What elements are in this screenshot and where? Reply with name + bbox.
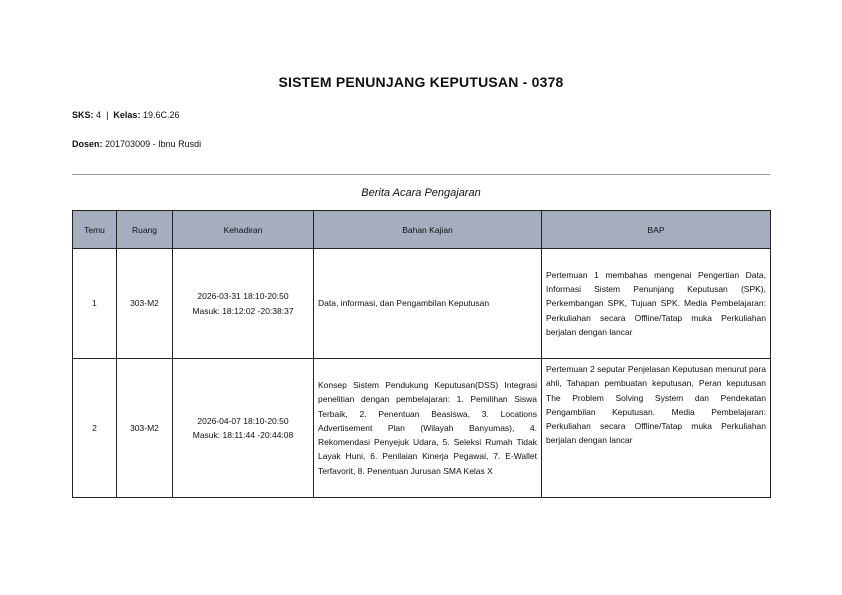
cell-kehadiran bbox=[173, 359, 314, 498]
sks-label: SKS: bbox=[72, 110, 94, 120]
course-info bbox=[72, 110, 179, 120]
bap-table bbox=[72, 210, 771, 498]
separator: | bbox=[103, 110, 111, 120]
column-header-bap: BAP bbox=[542, 211, 771, 249]
sks-value: 4 bbox=[96, 110, 102, 120]
schedule-time: 2026-04-07 18:10-20:50 bbox=[197, 415, 289, 426]
cell-bahan-kajian: Konsep Sistem Pendukung Keputusan(DSS) Integrasi penelitian dengan pembelajaran: 1. Pemilihan Siswa Terbaik, 2. Penentuan Beasiswa, 3. Locations Advertisement Plan (Wilayah Banyumas), 4. Rekomendasi Penyejuk Udara, 5. Seleksi Rumah Tidak Layak Huni, 6. Penilaian Kinerja Pegawai, 7. E-Wallet Terfavorit, 8. Penentuan Jurusan SMA Kelas X bbox=[314, 359, 542, 498]
column-header-ruang: Ruang bbox=[117, 211, 173, 249]
cell-ruang: 303-M2 bbox=[117, 249, 173, 359]
section-title: Berita Acara Pengajaran bbox=[361, 187, 481, 199]
cell-temu: 2 bbox=[73, 359, 117, 498]
table-row bbox=[73, 359, 771, 498]
column-header-kehadiran: Kehadiran bbox=[173, 211, 314, 249]
schedule-time: 2026-03-31 18:10-20:50 bbox=[197, 291, 289, 302]
table-header-row bbox=[73, 211, 771, 249]
divider bbox=[72, 174, 770, 175]
cell-temu: 1 bbox=[73, 249, 117, 359]
cell-bap: Pertemuan 1 membahas mengenai Pengertian Data, Informasi Sistem Penunjang Keputusan (SPK), Perkembangan SPK, Tujuan SPK. Media Pembelajaran: Perkuliahan secara Offline/Tatap muka Perkuliahan berjalan dengan lancar bbox=[542, 249, 771, 359]
lecturer-info bbox=[72, 139, 201, 149]
kelas-label: Kelas: bbox=[113, 110, 141, 120]
column-header-bahan-kajian: Bahan Kajian bbox=[314, 211, 542, 249]
cell-bahan-kajian: Data, informasi, dan Pengambilan Keputusan bbox=[314, 249, 542, 359]
cell-kehadiran bbox=[173, 249, 314, 359]
dosen-label: Dosen: bbox=[72, 139, 103, 149]
cell-bap: Pertemuan 2 seputar Penjelasan Keputusan menurut para ahli, Tahapan pembuatan keputusan, Peran keputusan The Problem Solving System dan Pendekatan Pengambilan Keputusan. Media Pembelajaran: Perkuliahan secara Offline/Tatap muka Perkuliahan berjalan dengan lancar bbox=[542, 359, 771, 498]
page-title: SISTEM PENUNJANG KEPUTUSAN - 0378 bbox=[278, 74, 564, 90]
kelas-value: 19.6C.26 bbox=[142, 110, 180, 120]
attendance-time: Masuk: 18:11:44 -20:44:08 bbox=[192, 430, 294, 440]
dosen-value: 201703009 - Ibnu Rusdi bbox=[105, 139, 202, 149]
attendance-time: Masuk: 18:12:02 -20:38:37 bbox=[192, 305, 294, 316]
cell-ruang: 303-M2 bbox=[117, 359, 173, 498]
table-row bbox=[73, 249, 771, 359]
column-header-temu: Temu bbox=[73, 211, 117, 249]
